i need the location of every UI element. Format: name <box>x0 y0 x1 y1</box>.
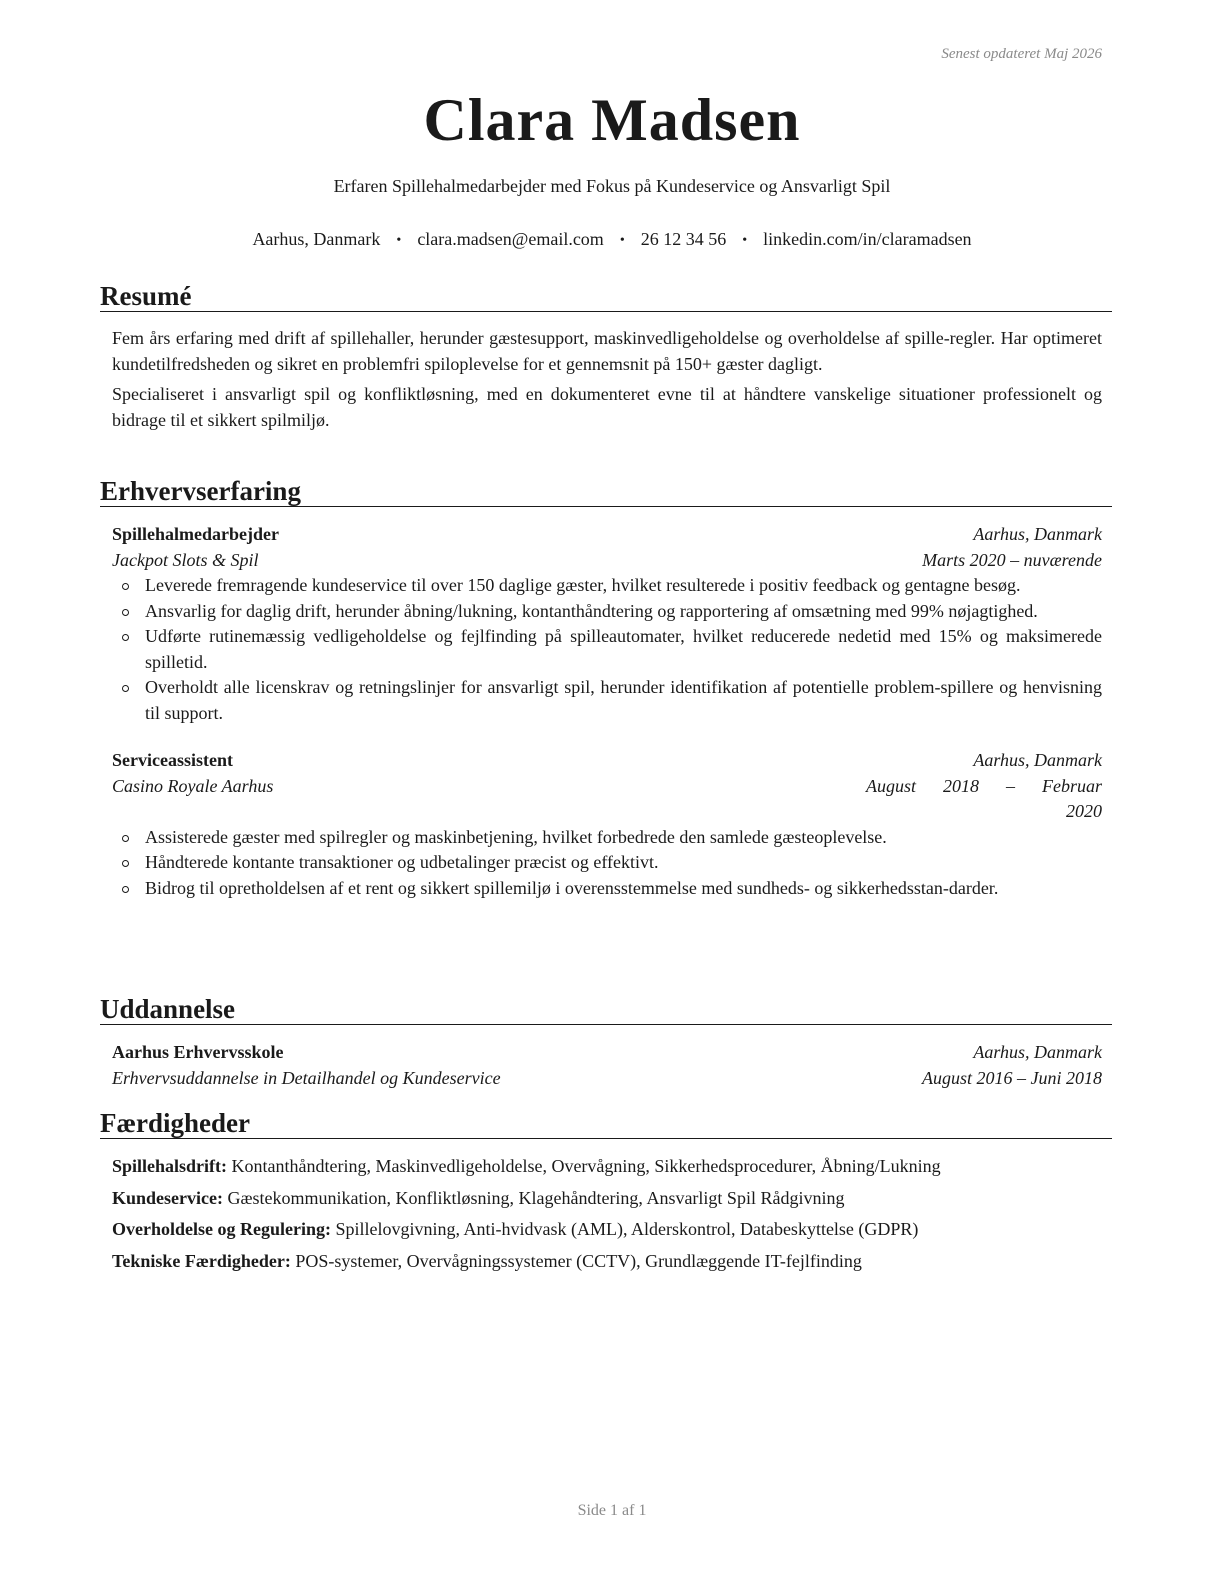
candidate-tagline: Erfaren Spillehalmedarbejder med Fokus på Kundeservice og Ansvarligt Spil <box>333 176 891 196</box>
job-role: Spillehalmedarbejder <box>112 524 279 544</box>
job-subheader-row <box>112 548 1102 574</box>
list-item: Udførte rutinemæssig vedligeholdelse og fejlfinding på spilleautomater, hvilket reducerede nedetid med 15% og maksimerede spilletid. <box>112 624 1102 675</box>
list-item: Overholdt alle licenskrav og retningslinjer for ansvarligt spil, herunder identifikation af potentielle problem-spillere og henvisning til support. <box>112 675 1102 726</box>
job-header-row <box>112 522 1102 548</box>
section-title-skills: Færdigheder <box>100 1108 1112 1139</box>
job-dates: August 2018 – Februar 2020 <box>866 775 1102 821</box>
section-title-experience: Erhvervserfaring <box>100 476 1112 507</box>
job-entry <box>112 522 1102 726</box>
job-location: Aarhus, Danmark <box>973 750 1102 770</box>
job-subheader-row <box>112 774 1102 825</box>
contact-email-link[interactable]: clara.madsen@email.com <box>417 229 604 249</box>
skill-value: Gæstekommunikation, Konfliktløsning, Klagehåndtering, Ansvarligt Spil Rådgivning <box>227 1187 845 1208</box>
circle-bullet-icon <box>122 835 129 842</box>
education-section <box>100 994 1112 1091</box>
last-updated-note: Senest opdateret Maj 2026 <box>941 46 1102 62</box>
education-program: Erhvervsuddannelse in Detailhandel og Kundeservice <box>112 1067 501 1088</box>
section-title-education: Uddannelse <box>100 994 1112 1025</box>
skill-line <box>112 1246 1102 1278</box>
circle-bullet-icon <box>122 860 129 867</box>
contact-line <box>0 229 1224 250</box>
skill-label: Overholdelse og Regulering: <box>112 1219 331 1239</box>
section-title-summary: Resumé <box>100 281 1112 312</box>
circle-bullet-icon <box>122 634 129 641</box>
skill-line <box>112 1151 1102 1183</box>
circle-bullet-icon <box>122 583 129 590</box>
job-dates: Marts 2020 – nuværende <box>922 549 1102 570</box>
job-company: Casino Royale Aarhus <box>112 775 274 796</box>
job-header-row <box>112 748 1102 774</box>
separator-dot: • <box>396 233 402 248</box>
skill-value: Spillelovgivning, Anti-hvidvask (AML), Alderskontrol, Databeskyttelse (GDPR) <box>335 1219 919 1239</box>
list-item: Assisterede gæster med spilregler og maskinbetjening, hvilket forbedrede den samlede gæsteoplevelse. <box>112 825 1102 851</box>
skill-label: Kundeservice: <box>112 1187 223 1208</box>
contact-linkedin-link[interactable]: linkedin.com/in/claramadsen <box>763 229 972 249</box>
list-item: Håndterede kontante transaktioner og udbetalinger præcist og effektivt. <box>112 850 1102 876</box>
skills-list <box>112 1151 1102 1277</box>
job-location: Aarhus, Danmark <box>973 524 1102 544</box>
page-number: Side 1 af 1 <box>577 1502 647 1519</box>
skill-line <box>112 1183 1102 1215</box>
experience-section <box>100 476 1112 901</box>
education-location: Aarhus, Danmark <box>973 1042 1102 1062</box>
job-company: Jackpot Slots & Spil <box>112 549 259 570</box>
skills-section <box>100 1108 1112 1277</box>
education-school: Aarhus Erhvervsskole <box>112 1042 284 1062</box>
summary-paragraph: Specialiseret i ansvarligt spil og konfliktløsning, med en dokumenteret evne til at håndtere vanskelige situationer professionelt og bidrage til et sikkert spilmiljø. <box>112 384 1102 430</box>
job-entry <box>112 748 1102 901</box>
skill-label: Spillehalsdrift: <box>112 1156 228 1176</box>
skill-line <box>112 1214 1102 1246</box>
skill-label: Tekniske Færdigheder: <box>112 1250 291 1271</box>
skill-value: POS-systemer, Overvågningssystemer (CCTV), Grundlæggende IT-fejlfinding <box>295 1250 862 1271</box>
education-header-row <box>112 1040 1102 1066</box>
contact-location: Aarhus, Danmark <box>252 229 381 249</box>
job-bullet-list <box>112 573 1102 726</box>
job-bullet-list <box>112 825 1102 902</box>
job-role: Serviceassistent <box>112 750 233 770</box>
separator-dot: • <box>742 233 748 248</box>
list-item: Leverede fremragende kundeservice til over 150 daglige gæster, hvilket resulterede i positiv feedback og gentagne besøg. <box>112 573 1102 599</box>
contact-phone: 26 12 34 56 <box>640 229 727 249</box>
summary-paragraph: Fem års erfaring med drift af spillehaller, herunder gæstesupport, maskinvedligeholdelse og overholdelse af spille-regler. Har optimeret kundetilfredsheden og sikret en problemfri spiloplevelse for et gennemsnit på 150+ gæster dagligt. <box>112 328 1102 374</box>
list-item: Ansvarlig for daglig drift, herunder åbning/lukning, kontanthåndtering og rapportering af omsætning med 99% nøjagtighed. <box>112 599 1102 625</box>
candidate-name: Clara Madsen <box>423 87 801 153</box>
circle-bullet-icon <box>122 886 129 893</box>
separator-dot: • <box>619 233 625 248</box>
summary-body <box>112 326 1102 433</box>
list-item: Bidrog til opretholdelsen af et rent og sikkert spillemiljø i overensstemmelse med sundheds- og sikkerhedsstan-darder. <box>112 876 1102 902</box>
circle-bullet-icon <box>122 609 129 616</box>
education-subheader-row <box>112 1066 1102 1092</box>
education-dates: August 2016 – Juni 2018 <box>922 1067 1102 1088</box>
circle-bullet-icon <box>122 685 129 692</box>
skill-value: Kontanthåndtering, Maskinvedligeholdelse, Overvågning, Sikkerhedsprocedurer, Åbning/Lukning <box>231 1156 941 1176</box>
education-entry <box>112 1040 1102 1091</box>
summary-section <box>100 281 1112 433</box>
